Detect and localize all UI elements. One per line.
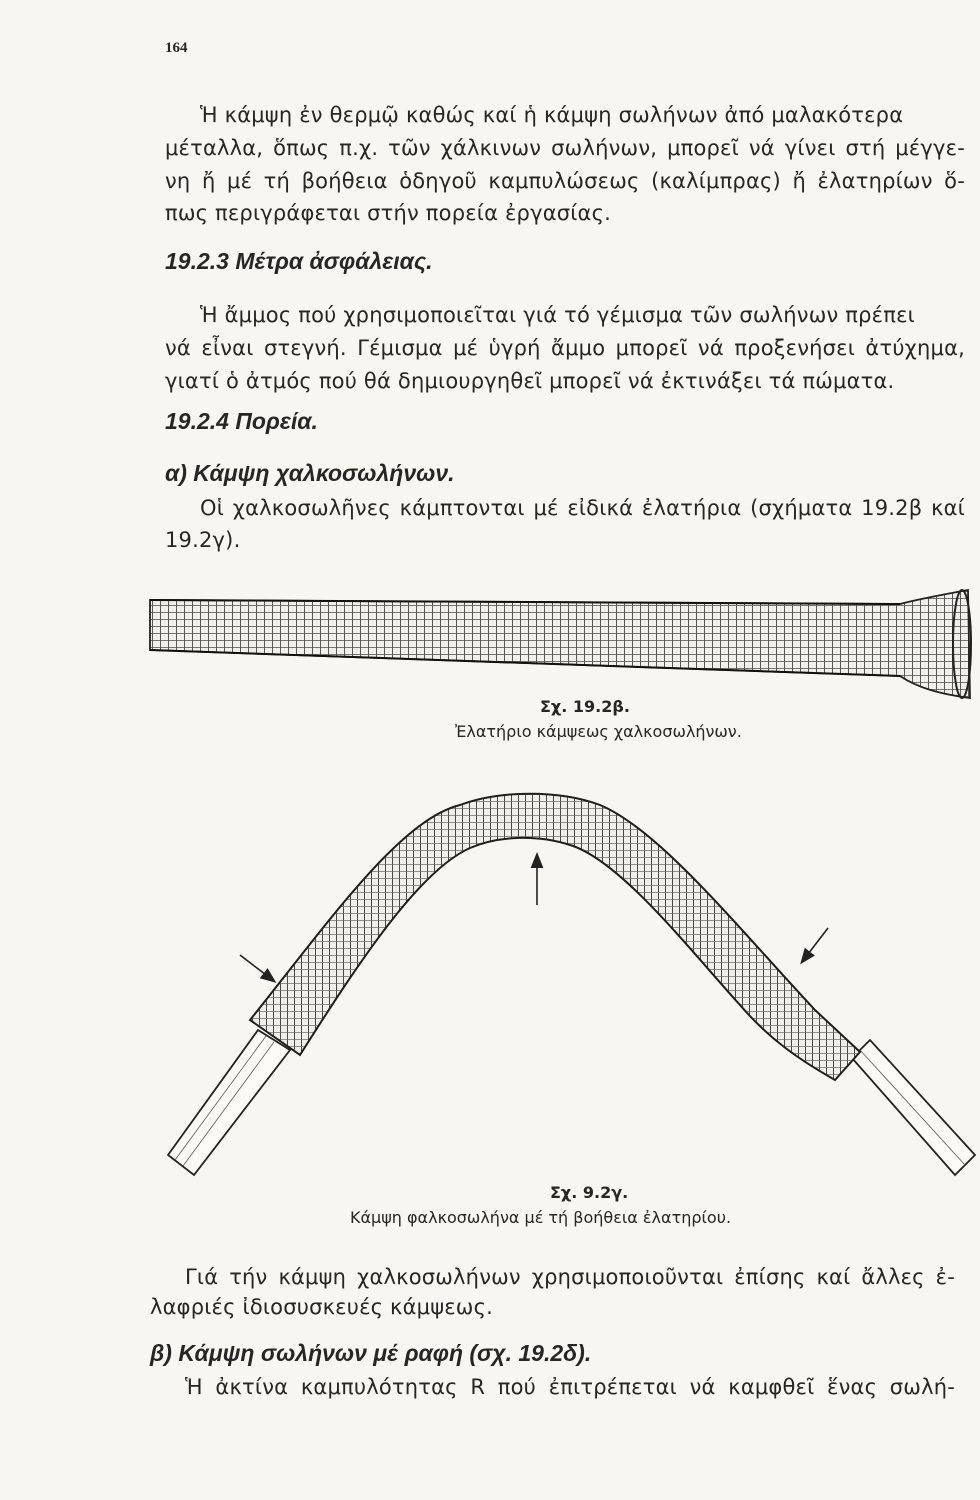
subsection-b-heading: β) Κάμψη σωλήνων μέ ραφή (σχ. 19.2δ). bbox=[150, 1340, 592, 1366]
subsection-b-line-1: Ἡ ἀκτίνα καμπυλότητας R πού ἐπιτρέπεται νά καμφθεῖ ἕνας σωλή- bbox=[185, 1375, 955, 1399]
tube-left-end bbox=[168, 1030, 290, 1175]
arrow-right bbox=[805, 928, 828, 958]
figure-b-caption: Ἐλατήριο κάμψεως χαλκοσωλήνων. bbox=[455, 722, 742, 741]
tube-right-end bbox=[852, 1040, 975, 1175]
section-19-2-4-heading: 19.2.4 Πορεία. bbox=[165, 408, 318, 434]
intro-line-3: νη ἤ μέ τή βοήθεια ὁδηγοῦ καμπυλώσεως (καλίμπρας) ἤ ἐλατηρίων ὅ- bbox=[165, 169, 965, 193]
subsection-a-heading: α) Κάμψη χαλκοσωλήνων. bbox=[165, 460, 455, 486]
safety-line-1: Ἡ ἄμμος πού χρησιμοποιεῖται γιά τό γέμισμα τῶν σωλήνων πρέπει bbox=[200, 303, 915, 327]
closing-line-2: λαφριές ἰδιοσυσκευές κάμψεως. bbox=[150, 1295, 493, 1319]
section-19-2-3-heading: 19.2.3 Μέτρα ἀσφάλειας. bbox=[165, 248, 433, 274]
safety-line-2: νά εἶναι στεγνή. Γέμισμα μέ ὑγρή ἄμμο μπορεῖ νά προξενήσει ἀτύχημα, bbox=[165, 336, 965, 360]
intro-line-1: Ἡ κάμψη ἐν θερμῷ καθώς καί ἡ κάμψη σωλήνων ἀπό μαλακότερα bbox=[200, 103, 904, 127]
arrow-left bbox=[240, 955, 270, 978]
intro-line-2: μέταλλα, ὅπως π.χ. τῶν χάλκινων σωλήνων, μπορεῖ νά γίνει στή μέγγε- bbox=[165, 136, 965, 160]
closing-line-1: Γιά τήν κάμψη χαλκοσωλήνων χρησιμοποιοῦνται ἐπίσης καί ἄλλες ἐ- bbox=[185, 1265, 955, 1289]
subsection-a-line-1: Οἱ χαλκοσωλῆνες κάμπτονται μέ εἰδικά ἐλατήρια (σχήματα 19.2β καί bbox=[200, 496, 965, 520]
intro-line-4: πως περιγράφεται στήν πορεία ἐργασίας. bbox=[165, 201, 612, 225]
safety-line-3: γιατί ὁ ἀτμός πού θά δημιουργηθεῖ μπορεῖ νά ἐκτινάξει τά πώματα. bbox=[165, 369, 895, 393]
subsection-a-line-2: 19.2γ). bbox=[165, 528, 241, 552]
page-number: 164 bbox=[165, 40, 188, 56]
figure-c-number: Σχ. 9.2γ. bbox=[550, 1183, 629, 1202]
figure-b-number: Σχ. 19.2β. bbox=[540, 697, 630, 716]
bent-spring-body bbox=[250, 794, 860, 1080]
figure-c-caption: Κάμψη φαλκοσωλήνα μέ τή βοήθεια ἐλατηρίου. bbox=[350, 1208, 732, 1227]
